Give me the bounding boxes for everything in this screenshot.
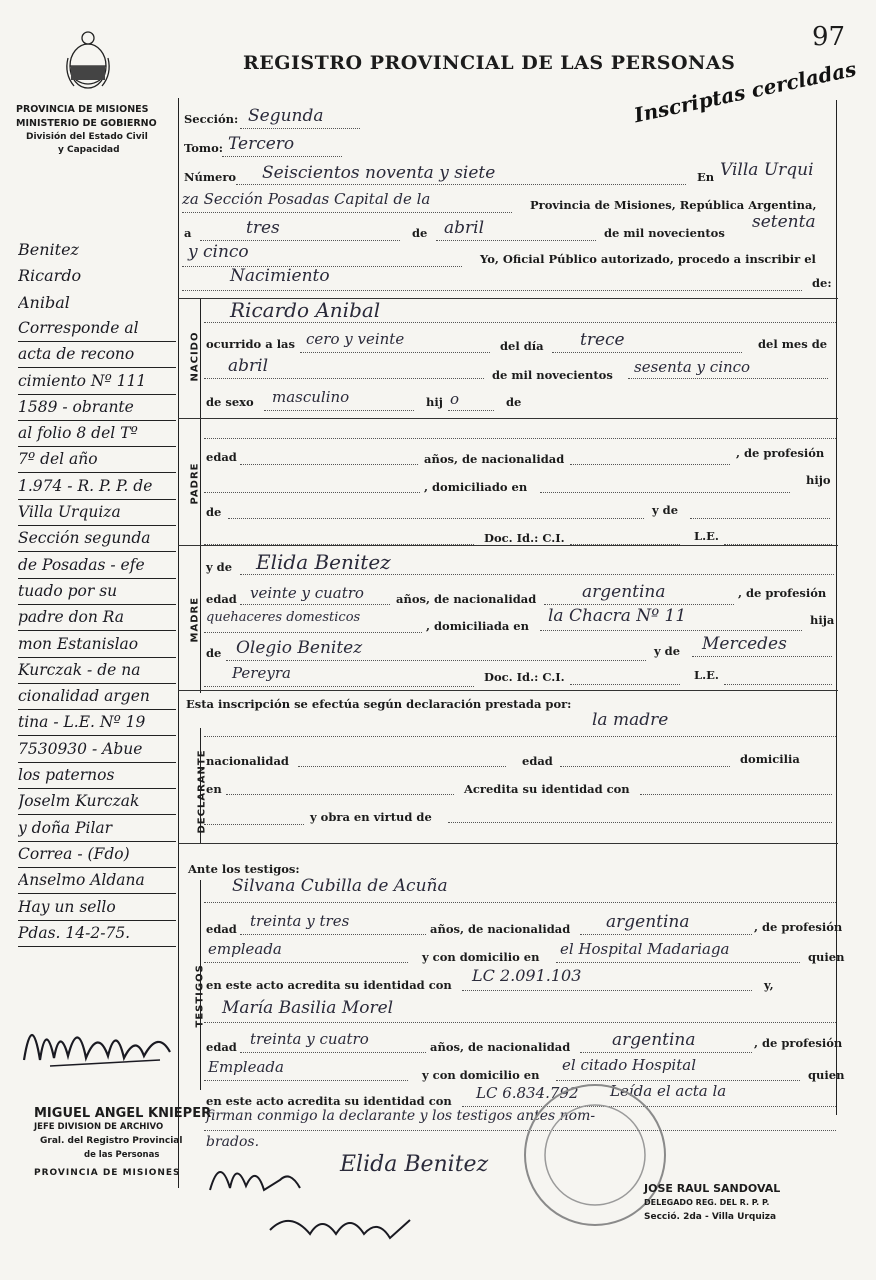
madre-padre-value: Olegio Benitez (236, 638, 363, 658)
margin-note-line: y doña Pilar (18, 818, 113, 837)
margin-note-underline (18, 472, 176, 473)
testigo1-nac-label: años, de nacionalidad (430, 922, 571, 936)
margin-note-line: acta de recono (18, 345, 135, 364)
margin-note-underline (18, 735, 176, 736)
hijo-suffix: o (450, 390, 460, 408)
margin-note-underline (18, 578, 176, 579)
testigo1-prof-label: , de profesión (754, 920, 843, 934)
declarante-edad-label: edad (522, 754, 553, 768)
margin-note-line: de Posadas - efe (18, 555, 145, 574)
month-value: abril (444, 218, 485, 238)
divider (178, 690, 838, 691)
testigo-tail-3: brados. (206, 1134, 260, 1150)
margin-note-underline (18, 657, 176, 658)
stamp-left-role1: JEFE DIVISION DE ARCHIVO (34, 1122, 164, 1132)
numero-value: Seiscientos noventa y siete (262, 163, 496, 183)
page-title: REGISTRO PROVINCIAL DE LAS PERSONAS (243, 52, 736, 74)
margin-note-line: Corresponde al (18, 318, 139, 337)
en-label: En (697, 170, 715, 184)
padre-de-label: de (206, 505, 222, 519)
margin-note-underline (18, 920, 176, 921)
section-testigos: TESTIGOS (194, 964, 206, 1028)
tomo-value: Tercero (228, 134, 295, 154)
declarante-intro-label: Esta inscripción se efectúa según declaración prestada por: (186, 697, 572, 711)
madre-edad-label: edad (206, 592, 237, 606)
testigo1-edad-label: edad (206, 922, 237, 936)
margin-note-line: Pdas. 14-2-75. (18, 923, 131, 942)
margin-note-underline (18, 762, 176, 763)
page-number: 97 (812, 22, 846, 52)
madre-nac-value: argentina (582, 582, 666, 602)
margin-note-line: 1.974 - R. P. P. de (18, 476, 153, 495)
testigo-tail-1: Leída el acta la (610, 1082, 727, 1100)
testigo1-prof-value: empleada (208, 940, 282, 958)
declarante-acredita-label: Acredita su identidad con (464, 782, 630, 796)
margin-note-underline (18, 525, 176, 526)
margin-note-underline (18, 814, 176, 815)
testigo2-dom-label: y con domicilio en (422, 1068, 540, 1082)
numero-label: Número (184, 170, 237, 184)
madre-y-de2-label: y de (654, 644, 681, 658)
hijo-label: hij (426, 395, 443, 409)
margin-note-line: 1589 - obrante (18, 397, 134, 416)
padre-nac-label: años, de nacionalidad (424, 452, 565, 466)
margin-note-line: Sección segunda (18, 529, 151, 548)
margin-note-underline (18, 630, 176, 631)
testigo1-dom-value: el Hospital Madariaga (560, 940, 730, 958)
margin-note-underline (18, 604, 176, 605)
margin-note-underline (18, 446, 176, 447)
a-label: a (184, 226, 192, 240)
margin-note-underline (18, 946, 176, 947)
testigo1-edad-value: treinta y tres (250, 912, 350, 930)
anio-value: sesenta y cinco (634, 358, 751, 376)
testigo1-acredita-label: en este acto acredita su identidad con (206, 978, 452, 992)
madre-madre-value: Mercedes (702, 634, 787, 654)
margin-note-line: tina - L.E. Nº 19 (18, 713, 146, 732)
testigo2-quien-label: quien (808, 1068, 845, 1082)
declarante-signature: Elida Benitez (340, 1152, 489, 1177)
margin-note-underline (18, 551, 176, 552)
top-stamp: Inscriptas cercladas (631, 56, 859, 128)
margin-note-line: Joselm Kurczak (18, 792, 140, 811)
registered-name: Ricardo Anibal (230, 298, 381, 322)
testigo2-prof-label: , de profesión (754, 1036, 843, 1050)
madre-prof-label: , de profesión (738, 586, 827, 600)
year-value-2: y cinco (188, 242, 249, 262)
tomo-label: Tomo: (184, 141, 223, 155)
madre-dom-label: , domiciliada en (426, 619, 529, 633)
testigo2-name: María Basilia Morel (222, 998, 394, 1018)
de-label: de (412, 226, 428, 240)
padre-prof-label: , de profesión (736, 446, 825, 460)
madre-y-de-label: y de (206, 560, 233, 574)
stamp-left-role2: Gral. del Registro Provincial (40, 1136, 183, 1146)
oficial-label: Yo, Oficial Público autorizado, procedo a inscribir el (480, 252, 816, 266)
madre-doc-label: Doc. Id.: C.I. (484, 670, 565, 684)
acto-value: Nacimiento (230, 266, 330, 286)
margin-note-line: padre don Ra (18, 608, 125, 627)
year-value: setenta (752, 212, 816, 232)
round-seal-icon (520, 1080, 670, 1230)
stamp-left-name: MIGUEL ANGEL KNIEPER (34, 1106, 212, 1121)
padre-hijo-label: hijo (806, 473, 831, 487)
testigo2-doc-value: LC 6.834.792 (476, 1084, 579, 1102)
del-dia-label: del día (500, 339, 544, 353)
stamp-right-role2: Secció. 2da - Villa Urquiza (644, 1212, 777, 1222)
declarante-obra-label: y obra en virtud de (310, 810, 432, 824)
madre-hija-label: hija (810, 613, 835, 627)
sexo-label: de sexo (206, 395, 254, 409)
madre-de-label: de (206, 646, 222, 660)
margin-note-line: Villa Urquiza (18, 503, 121, 521)
seccion-value: Segunda (248, 106, 324, 126)
margin-note-line: Ricardo (18, 266, 82, 286)
sexo-value: masculino (272, 388, 350, 406)
ocurrido-label: ocurrido a las (206, 337, 295, 351)
testigo1-y-label: y, (764, 978, 774, 992)
hora-value: cero y veinte (306, 330, 405, 348)
margin-note-underline (18, 788, 176, 789)
margin-note-underline (18, 394, 176, 395)
margin-note-underline (18, 367, 176, 368)
madre-madre-value-2: Pereyra (232, 664, 291, 682)
testigo-tail-2: firman conmigo la declarante y los testigos antes nom- (206, 1108, 596, 1124)
testigo2-dom-value: el citado Hospital (562, 1056, 696, 1074)
header-division: División del Estado Civil (26, 132, 148, 142)
margin-note-line: Correa - (Fdo) (18, 844, 130, 863)
seccion-label: Sección: (184, 112, 239, 126)
padre-dom-label: , domiciliado en (424, 480, 528, 494)
margin-note-underline (18, 867, 176, 868)
mes-label: del mes de (758, 337, 828, 351)
testigo1-dom-label: y con domicilio en (422, 950, 540, 964)
margin-note-line: 7530930 - Abue (18, 739, 143, 758)
margin-note-line: tuado por su (18, 581, 118, 600)
padre-y-de-label: y de (652, 503, 679, 517)
madre-name: Elida Benitez (256, 550, 391, 574)
testigo2-acredita-label: en este acto acredita su identidad con (206, 1094, 452, 1108)
header-capacidad: y Capacidad (58, 145, 120, 155)
coat-of-arms-icon (62, 28, 114, 94)
testigo2-edad-value: treinta y cuatro (250, 1030, 369, 1048)
madre-prof-value: quehaceres domesticos (206, 610, 361, 625)
margin-note-line: cimiento Nº 111 (18, 371, 147, 390)
stamp-right-role1: DELEGADO REG. DEL R. P. P. (644, 1198, 770, 1207)
testigo1-name: Silvana Cubilla de Acuña (232, 876, 448, 896)
margin-note-line: al folio 8 del Tº (18, 424, 138, 443)
declarante-en-label: en (206, 782, 222, 796)
margin-note-line: Kurczak - de na (18, 660, 141, 679)
margin-note-line: Benitez (18, 240, 79, 259)
divider (178, 843, 838, 844)
header-ministry: MINISTERIO DE GOBIERNO (16, 118, 157, 129)
a-value: tres (246, 218, 280, 238)
margin-note-underline (18, 841, 176, 842)
mil-label: de mil novecientos (492, 368, 613, 382)
testigo1-nac-value: argentina (606, 912, 690, 932)
en-value: Villa Urqui (720, 160, 814, 180)
declarante-dom-label: domicilia (740, 752, 800, 766)
stamp-left-role3: de las Personas (84, 1150, 160, 1160)
nacido-de-label: de (506, 395, 522, 409)
testigo1-quien-label: quien (808, 950, 845, 964)
margin-note-underline (18, 420, 176, 421)
padre-le-label: L.E. (694, 529, 719, 543)
margin-note-underline (18, 341, 176, 342)
divider (178, 418, 838, 419)
margin-note-line: Anselmo Aldana (18, 871, 145, 890)
testigo2-edad-label: edad (206, 1040, 237, 1054)
section-madre: MADRE (189, 596, 201, 643)
declarante-intro-value: la madre (592, 710, 669, 730)
location-value: za Sección Posadas Capital de la (182, 190, 431, 208)
margin-note-underline (18, 709, 176, 710)
margin-note-line: 7º del año (18, 450, 98, 469)
dia-value: trece (580, 330, 625, 350)
section-declarante: DECLARANTE (196, 749, 208, 834)
margin-note-line: cionalidad argen (18, 687, 150, 706)
provincia-label: Provincia de Misiones, República Argentina, (530, 198, 817, 212)
stamp-left-role4: PROVINCIA DE MISIONES (34, 1168, 181, 1178)
de-colon-label: de: (812, 276, 832, 290)
section-padre: PADRE (189, 462, 201, 505)
header-province: PROVINCIA DE MISIONES (16, 104, 149, 115)
margin-note-line: Hay un sello (18, 897, 116, 916)
testigo1-doc-value: LC 2.091.103 (472, 966, 582, 985)
margin-note-underline (18, 893, 176, 894)
year-label: de mil novecientos (604, 226, 725, 240)
divider (178, 545, 838, 546)
declarante-nac-label: nacionalidad (206, 754, 289, 768)
testigo2-nac-label: años, de nacionalidad (430, 1040, 571, 1054)
margin-note-line: los paternos (18, 766, 115, 784)
madre-dom-value: la Chacra Nº 11 (548, 606, 687, 626)
padre-edad-label: edad (206, 450, 237, 464)
testigos-intro-label: Ante los testigos: (188, 862, 300, 876)
madre-edad-value: veinte y cuatro (250, 584, 364, 602)
margin-note-underline (18, 499, 176, 500)
madre-nac-label: años, de nacionalidad (396, 592, 537, 606)
testigo2-prof-value: Empleada (208, 1058, 284, 1076)
margin-note-line: Anibal (18, 292, 70, 312)
madre-le-label: L.E. (694, 668, 719, 682)
mes-value: abril (228, 356, 269, 376)
padre-doc-label: Doc. Id.: C.I. (484, 531, 565, 545)
margin-note-line: mon Estanislao (18, 634, 139, 653)
stamp-right-name: JOSE RAUL SANDOVAL (644, 1182, 781, 1195)
margin-signature (20, 1000, 180, 1080)
signature-scribble-2 (260, 1200, 430, 1250)
margin-note-underline (18, 683, 176, 684)
section-nacido: NACIDO (189, 331, 201, 382)
testigo2-nac-value: argentina (612, 1030, 696, 1050)
